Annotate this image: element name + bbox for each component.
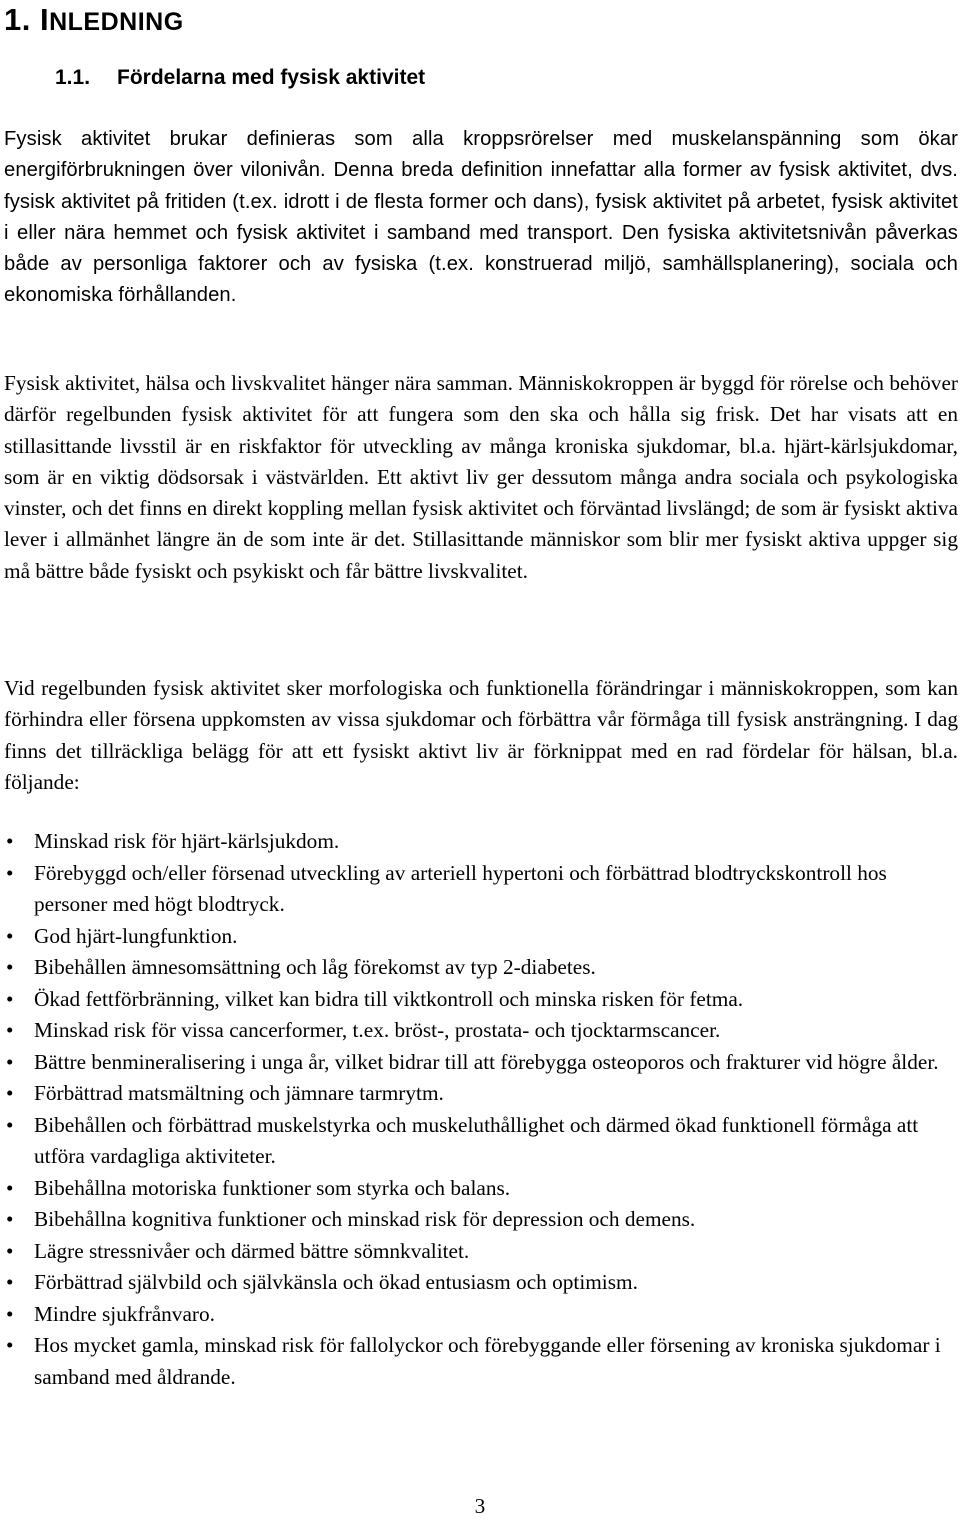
list-item: • Förebyggd och/eller försenad utveckling av arteriell hypertoni och förbättrad blodtryckskontroll hos personer med högt blodtryck. — [4, 858, 954, 921]
list-item: • Bibehållna motoriska funktioner som styrka och balans. — [4, 1173, 954, 1205]
page-number: 3 — [474, 1494, 486, 1518]
chapter-heading — [4, 2, 184, 38]
paragraph-definition: Fysisk aktivitet brukar definieras som alla kroppsrörelser med muskelanspänning som ökar energiförbrukningen över vilonivån. Denna breda definition innefattar alla former av fysisk aktivitet, dvs. fysisk aktivitet på fritiden (t.ex. idrott i de flesta former och dans), fysisk aktivitet på arbetet, fysisk aktivitet i eller nära hemmet och fysisk aktivitet i samband med transport. Den fysiska aktivitetsnivån påverkas både av personliga faktorer och av fysiska (t.ex. konstruerad miljö, samhällsplanering), sociala och ekonomiska förhållanden. — [4, 128, 958, 307]
list-item: • Bibehållen ämnesomsättning och låg förekomst av typ 2-diabetes. — [4, 952, 954, 984]
list-item: • God hjärt-lungfunktion. — [4, 921, 954, 953]
chapter-title-rest: NLEDNING — [49, 8, 184, 36]
list-item: • Hos mycket gamla, minskad risk för fallolyckor och förebyggande eller försening av kroniska sjukdomar i samband med åldrande. — [4, 1330, 954, 1393]
paragraph-benefits-intro: Vid regelbunden fysisk aktivitet sker morfologiska och funktionella förändringar i människokroppen, som kan förhindra eller försena uppkomsten av vissa sjukdomar och förbättra vår förmåga till fysisk ansträngning. I dag finns det tillräckliga belägg för att ett fysiskt aktivt liv är förknippat med en rad fördelar för hälsan, bl.a. följande: — [4, 676, 958, 794]
benefits-list — [4, 826, 954, 1393]
list-item: • Bibehållen och förbättrad muskelstyrka och muskeluthållighet och därmed ökad funktionell förmåga att utföra vardagliga aktiviteter. — [4, 1110, 954, 1173]
list-item: • Lägre stressnivåer och därmed bättre sömnkvalitet. — [4, 1236, 954, 1268]
list-item: • Minskad risk för hjärt-kärlsjukdom. — [4, 826, 954, 858]
list-item: • Ökad fettförbränning, vilket kan bidra till viktkontroll och minska risken för fetma. — [4, 984, 954, 1016]
list-item: • Minskad risk för vissa cancerformer, t.ex. bröst-, prostata- och tjocktarmscancer. — [4, 1015, 954, 1047]
chapter-number: 1. — [4, 2, 31, 37]
section-title: Fördelarna med fysisk aktivitet — [117, 66, 426, 89]
section-heading — [55, 66, 425, 90]
list-item: • Bättre benmineralisering i unga år, vilket bidrar till att förebygga osteoporos och frakturer vid högre ålder. — [4, 1047, 954, 1079]
list-item: • Förbättrad självbild och självkänsla och ökad entusiasm och optimism. — [4, 1267, 954, 1299]
list-item: • Mindre sjukfrånvaro. — [4, 1299, 954, 1331]
paragraph-health: Fysisk aktivitet, hälsa och livskvalitet hänger nära samman. Människokroppen är byggd för rörelse och behöver därför regelbunden fysisk aktivitet för att fungera som den ska och hålla sig frisk. Det har visats att en stillasittande livsstil är en riskfaktor för utveckling av många kroniska sjukdomar, bl.a. hjärt-kärlsjukdomar, som är en viktig dödsorsak i västvärlden. Ett aktivt liv ger dessutom många andra sociala och psykologiska vinster, och det finns en direkt koppling mellan fysisk aktivitet och förväntad livslängd; de som är fysiskt aktiva lever i allmänhet längre än de som inte är det. Stillasittande människor som blir mer fysiskt aktiva uppger sig må bättre både fysiskt och psykiskt och får bättre livskvalitet. — [4, 371, 958, 583]
list-item: • Förbättrad matsmältning och jämnare tarmrytm. — [4, 1078, 954, 1110]
list-item: • Bibehållna kognitiva funktioner och minskad risk för depression och demens. — [4, 1204, 954, 1236]
chapter-title-initial: I — [39, 2, 50, 37]
section-number: 1.1. — [55, 66, 91, 89]
